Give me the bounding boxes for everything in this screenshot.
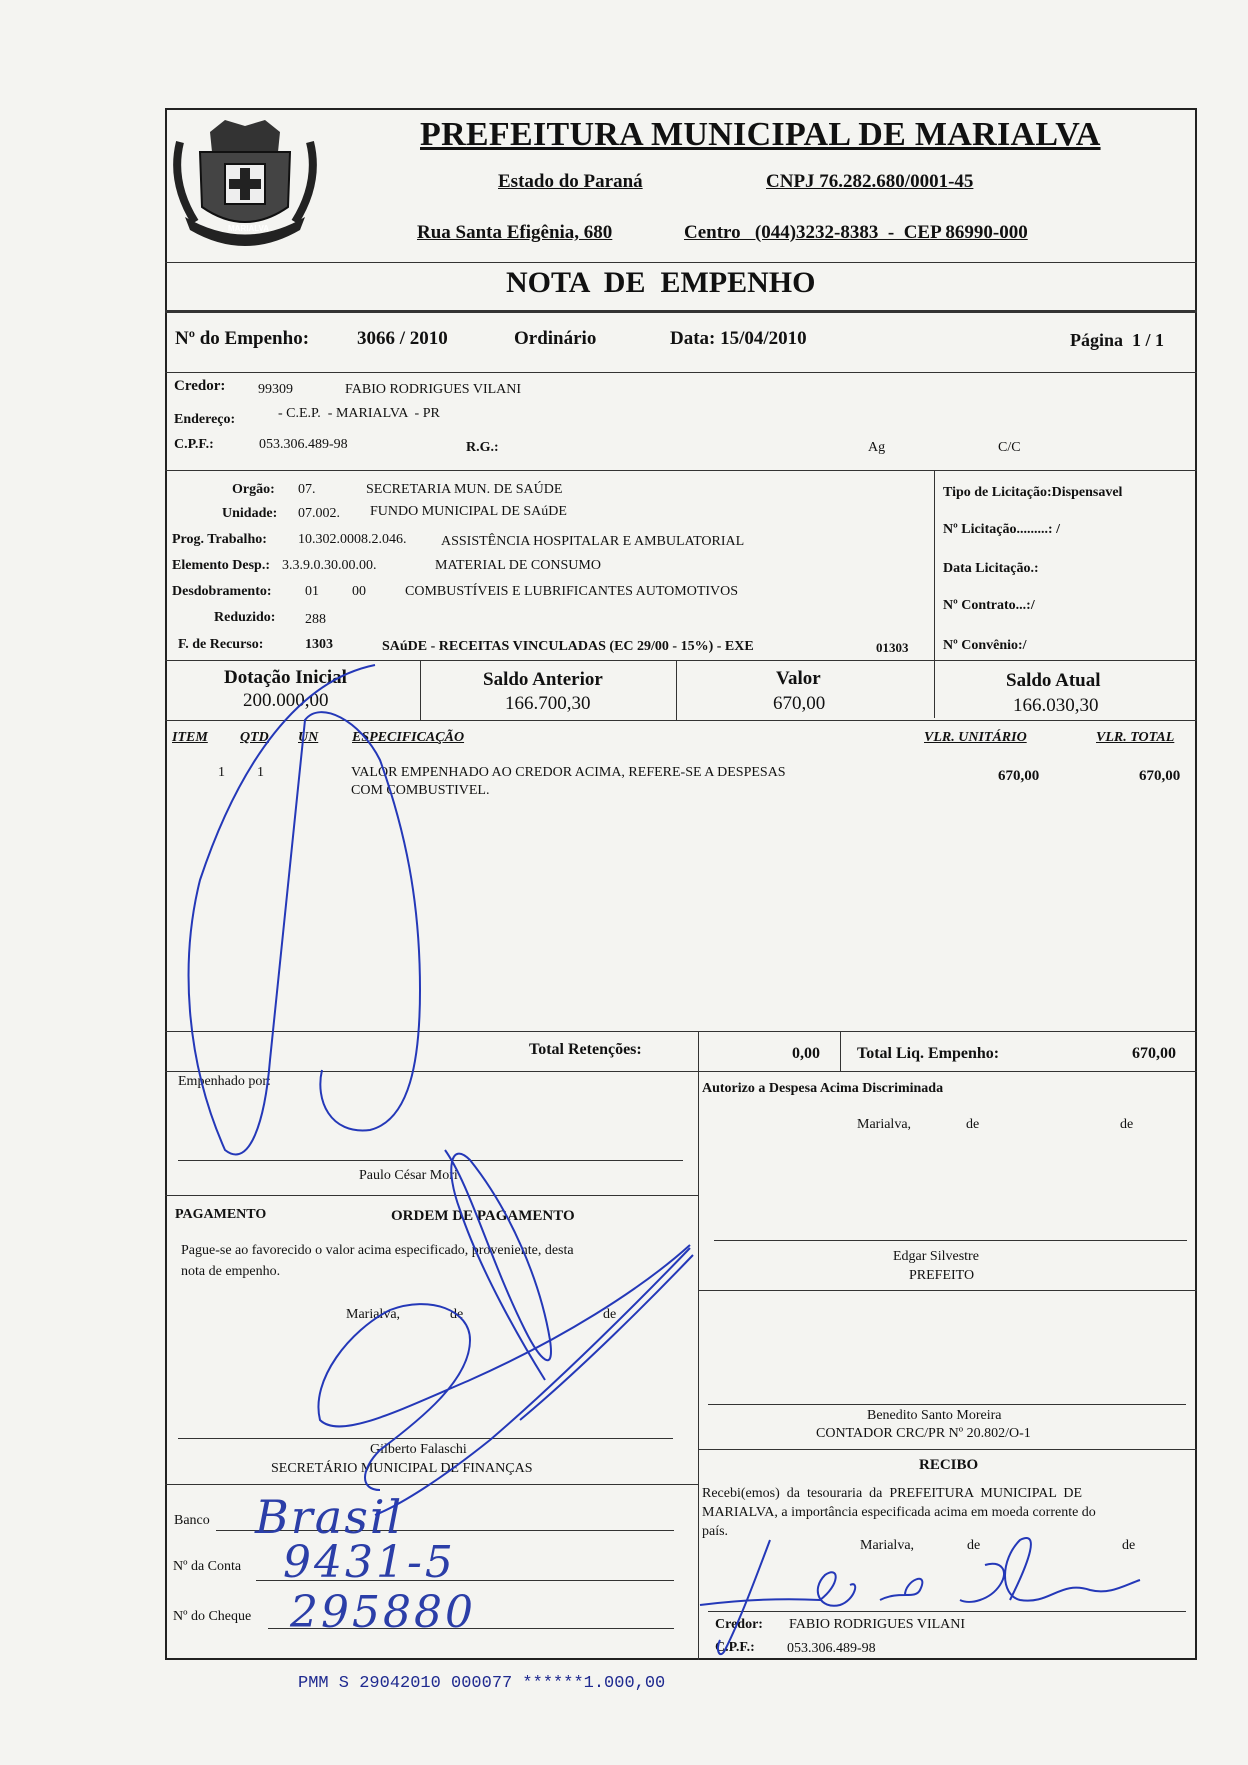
valor-value: 670,00 (773, 693, 826, 714)
licitacao-tipo: Tipo de Licitação:Dispensavel (943, 485, 1123, 500)
ordem-de-1: de (450, 1307, 464, 1322)
desdobramento-code: 01 (305, 584, 319, 599)
secretario-name: Gilberto Falaschi (370, 1442, 467, 1457)
fonte-name: SAúDE - RECEITAS VINCULADAS (EC 29/00 - 15%) - EXE (382, 639, 754, 654)
contador-name: Benedito Santo Moreira (867, 1408, 1002, 1423)
desdobramento-label: Desdobramento: (172, 584, 272, 599)
recibo-credor-name: FABIO RODRIGUES VILANI (789, 1617, 966, 1632)
item-row-total: 670,00 (1139, 768, 1181, 784)
cpf-value: 053.306.489-98 (259, 437, 348, 452)
items-header-spec: ESPECIFICAÇÃO (352, 730, 465, 745)
recibo-marialva: Marialva, (860, 1538, 915, 1553)
empenhado-por-label: Empenhado por: (178, 1074, 271, 1089)
pague-text-line1: Pague-se ao favorecido o valor acima especificado, proveniente, desta (181, 1243, 574, 1258)
total-retencoes-value: 0,00 (792, 1045, 820, 1062)
item-row-qtd: 1 (257, 765, 264, 780)
signature-gilberto-falaschi (318, 1150, 693, 1515)
licitacao-numero: Nº Licitação.........: / (943, 522, 1060, 537)
prefeito-role: PREFEITO (909, 1268, 975, 1283)
prog-label: Prog. Trabalho: (172, 532, 267, 547)
cc-label: C/C (998, 440, 1021, 455)
signature-paulo-mori (189, 665, 420, 1154)
pagamento-label: PAGAMENTO (175, 1207, 267, 1222)
recibo-text-line1: Recebi(emos) da tesouraria da PREFEITURA MUNICIPAL DE (702, 1486, 1083, 1501)
header-address: Rua Santa Efigênia, 680 (417, 222, 613, 243)
recibo-cpf-label: C.P.F.: (715, 1640, 755, 1655)
licitacao-contrato: Nº Contrato...:/ (943, 598, 1035, 613)
item-row-spec-line1: VALOR EMPENHADO AO CREDOR ACIMA, REFERE-SE A DESPESAS (351, 765, 786, 780)
page-number: Página 1 / 1 (1070, 330, 1165, 350)
saldo-atual-value: 166.030,30 (1013, 695, 1099, 716)
empenho-number: 3066 / 2010 (357, 328, 448, 349)
pague-text-line2: nota de empenho. (181, 1264, 281, 1279)
item-row-spec-line2: COM COMBUSTIVEL. (351, 783, 490, 798)
contador-role: CONTADOR CRC/PR Nº 20.802/O-1 (816, 1426, 1031, 1441)
elemento-name: MATERIAL DE CONSUMO (435, 558, 601, 573)
endereco-label: Endereço: (174, 412, 236, 427)
header-title: PREFEITURA MUNICIPAL DE MARIALVA (420, 116, 1101, 153)
autorizo-text: Autorizo a Despesa Acima Discriminada (702, 1081, 944, 1096)
empenhado-por-name: Paulo César Mori (359, 1168, 458, 1183)
unidade-name: FUNDO MUNICIPAL DE SAúDE (370, 504, 567, 519)
autorizo-marialva: Marialva, (857, 1117, 912, 1132)
desdobramento-name: COMBUSTÍVEIS E LUBRIFICANTES AUTOMOTIVOS (405, 584, 739, 599)
recibo-title: RECIBO (919, 1457, 979, 1473)
header-state: Estado do Paraná (498, 171, 643, 192)
unidade-code: 07.002. (298, 506, 340, 521)
total-liquido-value: 670,00 (1132, 1045, 1176, 1062)
orgao-name: SECRETARIA MUN. DE SAÚDE (366, 482, 563, 497)
elemento-code: 3.3.9.0.30.00.00. (282, 558, 377, 573)
conta-label: Nº da Conta (173, 1559, 242, 1574)
prog-code: 10.302.0008.2.046. (298, 532, 407, 547)
saldo-atual-label: Saldo Atual (1006, 670, 1101, 691)
recibo-de-1: de (967, 1538, 981, 1553)
items-header-unit-price: VLR. UNITÁRIO (924, 730, 1027, 745)
item-row-unit-price: 670,00 (998, 768, 1040, 784)
recibo-text-line2: MARIALVA, a importância especificada acima em moeda corrente do (702, 1505, 1096, 1520)
unidade-label: Unidade: (222, 506, 278, 521)
total-liquido-label: Total Liq. Empenho: (857, 1045, 1000, 1062)
items-header-un: UN (298, 730, 319, 745)
cheque-handwritten: 295880 (290, 1587, 476, 1638)
total-retencoes-label: Total Retenções: (529, 1041, 642, 1058)
empenho-label: Nº do Empenho: (175, 328, 310, 349)
reduzido-value: 288 (305, 612, 326, 627)
banco-label: Banco (174, 1513, 210, 1528)
fonte-number: 01303 (876, 640, 909, 655)
items-header-total: VLR. TOTAL (1096, 730, 1175, 745)
orgao-code: 07. (298, 482, 316, 497)
desdobramento-sub: 00 (352, 584, 366, 599)
orgao-label: Orgão: (232, 482, 275, 497)
licitacao-convenio: Nº Convênio:/ (943, 638, 1027, 653)
saldo-anterior-value: 166.700,30 (505, 693, 591, 714)
rg-label: R.G.: (466, 440, 499, 455)
signature-fabio-vilani (700, 1538, 1140, 1654)
autorizo-de-2: de (1120, 1117, 1134, 1132)
items-header-qtd: QTD (240, 730, 269, 745)
header-address-rest: Centro (044)3232-8383 - CEP 86990-000 (684, 222, 1028, 243)
credor-name: FABIO RODRIGUES VILANI (345, 382, 522, 397)
ag-label: Ag (868, 440, 886, 455)
document-title: NOTA DE EMPENHO (506, 266, 816, 299)
valor-label: Valor (776, 668, 821, 689)
footer-stamp: PMM S 29042010 000077 ******1.000,00 (298, 1674, 666, 1693)
header-cnpj: CNPJ 76.282.680/0001-45 (766, 171, 974, 192)
empenho-type: Ordinário (514, 328, 597, 349)
banco-handwritten: Brasil (255, 1490, 404, 1544)
ordem-pagamento-label: ORDEM DE PAGAMENTO (391, 1208, 575, 1224)
ordem-marialva: Marialva, (346, 1307, 401, 1322)
cheque-label: Nº do Cheque (173, 1609, 252, 1624)
recibo-de-2: de (1122, 1538, 1136, 1553)
elemento-label: Elemento Desp.: (172, 558, 270, 573)
credor-label: Credor: (174, 378, 226, 394)
credor-code: 99309 (258, 382, 293, 397)
prefeito-name: Edgar Silvestre (893, 1249, 979, 1264)
dotacao-label: Dotação Inicial (224, 667, 347, 688)
cpf-label: C.P.F.: (174, 437, 214, 452)
saldo-anterior-label: Saldo Anterior (483, 669, 603, 690)
recibo-cpf-value: 053.306.489-98 (787, 1641, 876, 1656)
licitacao-data: Data Licitação.: (943, 561, 1039, 576)
dotacao-value: 200.000,00 (243, 690, 329, 711)
item-row-number: 1 (218, 765, 225, 780)
recibo-text-line3: país. (702, 1524, 729, 1539)
items-header-item: ITEM (172, 730, 208, 745)
fonte-code: 1303 (305, 637, 333, 652)
secretario-role: SECRETÁRIO MUNICIPAL DE FINANÇAS (271, 1461, 533, 1476)
ordem-de-2: de (603, 1307, 617, 1322)
conta-handwritten: 9431-5 (283, 1537, 456, 1588)
reduzido-label: Reduzido: (214, 610, 276, 625)
autorizo-de-1: de (966, 1117, 980, 1132)
endereco-value: - C.E.P. - MARIALVA - PR (278, 406, 440, 421)
fonte-label: F. de Recurso: (178, 637, 264, 652)
prog-name: ASSISTÊNCIA HOSPITALAR E AMBULATORIAL (441, 534, 745, 549)
recibo-credor-label: Credor: (715, 1617, 763, 1632)
seal-ribbon-text: MARIALVA (228, 224, 270, 233)
empenho-date: Data: 15/04/2010 (670, 328, 807, 349)
